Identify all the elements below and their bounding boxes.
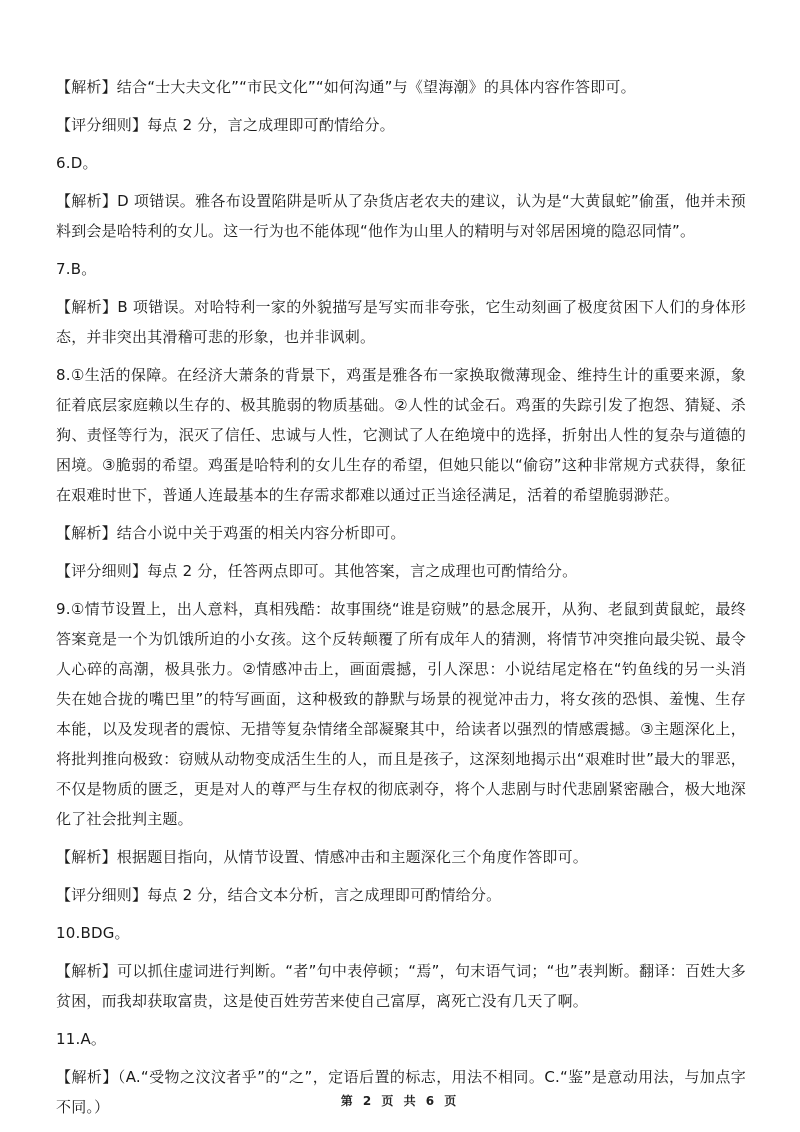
paragraph-analysis-q11: 【解析】（A.“受物之汶汶者乎”的“之”，定语后置的标志，用法不相同。C.“鉴”是意动用法，与加点字不同。） (56, 1068, 746, 1116)
answer-content (56, 72, 746, 1130)
paragraph-answer-q7: 7.B。 (56, 260, 97, 278)
paragraph-scoring-q9: 【评分细则】每点 2 分，结合文本分析，言之成理即可酌情给分。 (56, 886, 502, 904)
paragraph-answer-q10: 10.BDG。 (56, 924, 130, 942)
paragraph-scoring-q5: 【评分细则】每点 2 分，言之成理即可酌情给分。 (56, 116, 395, 134)
paragraph-analysis-q10: 【解析】可以抓住虚词进行判断。“者”句中表停顿；“焉”，句末语气词；“也”表判断。翻译：百姓大多贫困，而我却获取富贵，这是使百姓劳苦来使自己富厚，离死亡没有几天了啊。 (56, 962, 746, 1010)
paragraph-analysis-q9: 【解析】根据题目指向，从情节设置、情感冲击和主题深化三个角度作答即可。 (56, 848, 589, 866)
paragraph-analysis-q6: 【解析】D 项错误。雅各布设置陷阱是听从了杂货店老农夫的建议，认为是“大黄鼠蛇”偷蛋，他并未预料到会是哈特利的女儿。这一行为也不能体现“他作为山里人的精明与对邻居困境的隐忍同情”。 (56, 192, 746, 240)
paragraph-answer-q8: 8.①生活的保障。在经济大萧条的背景下，鸡蛋是雅各布一家换取微薄现金、维持生计的重要来源，象征着底层家庭赖以生存的、极其脆弱的物质基础。②人性的试金石。鸡蛋的失踪引发了抱怨、猜疑、杀狗、责怪等行为，泯灭了信任、忠诚与人性，它测试了人在绝境中的选择，折射出人性的复杂与道德的困境。③脆弱的希望。鸡蛋是哈特利的女儿生存的希望，但她只能以“偷窃”这种非常规方式获得，象征在艰难时世下，普通人连最基本的生存需求都难以通过正当途径满足，活着的希望脆弱渺茫。 (56, 366, 746, 504)
paragraph-scoring-q8: 【评分细则】每点 2 分，任答两点即可。其他答案，言之成理也可酌情给分。 (56, 562, 578, 580)
paragraph-answer-q11: 11.A。 (56, 1030, 107, 1048)
paragraph-analysis-q7: 【解析】B 项错误。对哈特利一家的外貌描写是写实而非夸张，它生动刻画了极度贫困下人们的身体形态，并非突出其滑稽可悲的形象，也并非讽刺。 (56, 298, 746, 346)
paragraph-analysis-q8: 【解析】结合小说中关于鸡蛋的相关内容分析即可。 (56, 524, 406, 542)
page-number-footer: 第 2 页 共 6 页 (340, 1094, 460, 1108)
paragraph-analysis-q5: 【解析】结合“士大夫文化”“市民文化”“如何沟通”与《望海潮》的具体内容作答即可。 (56, 78, 636, 96)
paragraph-answer-q9: 9.①情节设置上，出人意料，真相残酷：故事围绕“谁是窃贼”的悬念展开，从狗、老鼠到黄鼠蛇，最终答案竟是一个为饥饿所迫的小女孩。这个反转颠覆了所有成年人的猜测，将情节冲突推向最尖锐、最令人心碎的高潮，极具张力。②情感冲击上，画面震撼，引人深思：小说结尾定格在“钓鱼线的另一头消失在她合拢的嘴巴里”的特写画面，这种极致的静默与场景的视觉冲击力，将女孩的恐惧、羞愧、生存本能，以及发现者的震惊、无措等复杂情绪全部凝聚其中，给读者以强烈的情感震撼。③主题深化上，将批判推向极致：窃贼从动物变成活生生的人，而且是孩子，这深刻地揭示出“艰难时世”最大的罪恶，不仅是物质的匮乏，更是对人的尊严与生存权的彻底剥夺，将个人悲剧与时代悲剧紧密融合，极大地深化了社会批判主题。 (56, 600, 746, 828)
paragraph-answer-q6: 6.D。 (56, 154, 98, 172)
